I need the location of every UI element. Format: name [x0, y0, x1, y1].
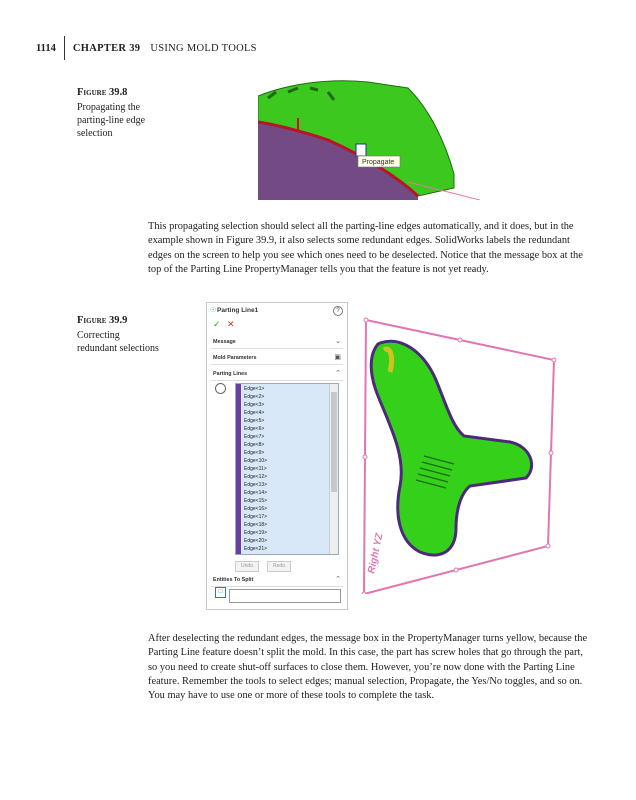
selection-color-stripe: [236, 384, 241, 554]
figure-caption-text: Correcting redundant selections: [77, 330, 159, 354]
section-label: Entities To Split: [213, 577, 254, 583]
edge-list-item[interactable]: Edge<12>: [244, 474, 268, 480]
figure-label: Figure 39.9: [77, 315, 128, 326]
edge-list-item[interactable]: Edge<6>: [244, 426, 265, 432]
redo-button[interactable]: Redo: [267, 561, 291, 572]
entity-select-icon: □: [215, 587, 226, 598]
scrollbar[interactable]: [329, 384, 338, 554]
edge-list-item[interactable]: Edge<15>: [244, 498, 268, 504]
figure-label: Figure 39.8: [77, 87, 128, 98]
edge-list-item[interactable]: Edge<2>: [244, 394, 265, 400]
section-label: USING MOLD TOOLS: [150, 42, 257, 54]
message-section-header[interactable]: [211, 337, 343, 349]
figure-39-8-caption: [77, 86, 159, 140]
section-label: Mold Parameters: [213, 355, 257, 361]
chevron-up-icon: ⌃: [335, 576, 341, 583]
edge-list-item[interactable]: Edge<7>: [244, 434, 265, 440]
edge-list-item[interactable]: Edge<1>: [244, 386, 265, 392]
cancel-x-icon[interactable]: ✕: [227, 319, 235, 329]
ok-check-icon[interactable]: ✓: [213, 319, 221, 329]
edge-list-item[interactable]: Edge<20>: [244, 538, 268, 544]
propagate-render: [258, 78, 480, 200]
figure-39-8-image: [258, 78, 480, 200]
entities-to-split-field[interactable]: [229, 589, 341, 603]
chevron-down-icon: ⌄: [335, 338, 341, 345]
edge-list-item[interactable]: Edge<21>: [244, 546, 268, 552]
cursor-icon: [356, 144, 366, 156]
paragraph: After deselecting the redundant edges, the message box in the PropertyManager turns yellow, because the Parting Line feature doesn’t split the mold. In this case, the part has screw holes that go through the part, so you need to create shut-off surfaces to close them. However, you’re now done with the Parting Line feature. Remember the tools to select edges; manual selection, Propagate, the Yes/No toggles, and so on. You may have to use one or more of these tools to complete the task.: [148, 633, 588, 702]
edge-list-item[interactable]: Edge<16>: [244, 506, 268, 512]
chevron-down-icon: ▣: [334, 354, 341, 361]
edge-list-item[interactable]: Edge<5>: [244, 418, 265, 424]
edge-list-item[interactable]: Edge<9>: [244, 450, 265, 456]
mold-parameters-section-header[interactable]: [211, 353, 343, 365]
edge-list-item[interactable]: Edge<11>: [244, 466, 267, 472]
section-label: Message: [213, 339, 236, 345]
figure-39-9-caption: [77, 314, 159, 355]
edge-list-item[interactable]: Edge<8>: [244, 442, 265, 448]
edge-list-item[interactable]: Edge<13>: [244, 482, 268, 488]
running-header: [36, 36, 257, 60]
parting-lines-section-header[interactable]: [211, 369, 343, 381]
edge-list-item[interactable]: Edge<17>: [244, 514, 268, 520]
property-manager-title: Parting Line1: [217, 307, 259, 314]
chevron-up-icon: ⌃: [335, 370, 341, 377]
figure-caption-text: Propagating the parting-line edge selection: [77, 102, 146, 139]
figure-39-9-image: [360, 316, 560, 594]
scrollbar-thumb[interactable]: [331, 392, 337, 492]
edge-list-item[interactable]: Edge<18>: [244, 522, 268, 528]
drill-housing-render: [360, 316, 560, 594]
header-divider: [64, 36, 65, 60]
edge-selection-icon: [215, 383, 226, 394]
parting-line-property-manager: [206, 302, 348, 610]
undo-button[interactable]: Undo: [235, 561, 259, 572]
paragraph: This propagating selection should select all the parting-line edges automatically, and it does, but in the example shown in Figure 39.9, it also selects some redundant edges. SolidWorks labels the redundant edges on the screen to help you see which ones need to be deselected. Notice that the message box at the top of the Parting Line PropertyManager tells you that the feature is not yet ready.: [148, 221, 583, 275]
section-label: Parting Lines: [213, 371, 248, 377]
parting-lines-edge-list[interactable]: [235, 383, 339, 555]
tooltip-text: Propagate: [362, 159, 395, 166]
page-number: 1114: [36, 42, 56, 54]
entities-to-split-section-header[interactable]: [211, 575, 343, 587]
edge-list-item[interactable]: Edge<19>: [244, 530, 268, 536]
help-icon[interactable]: ?: [333, 306, 343, 316]
chapter-label: CHAPTER 39: [72, 42, 141, 54]
edge-list-item[interactable]: Edge<3>: [244, 402, 265, 408]
plane-label: Right YZ: [366, 532, 386, 575]
edge-list-item[interactable]: Edge<14>: [244, 490, 268, 496]
edge-list-item[interactable]: Edge<10>: [244, 458, 268, 464]
edge-list-item[interactable]: Edge<4>: [244, 410, 265, 416]
parting-line-feature-icon: ☉: [210, 307, 217, 314]
